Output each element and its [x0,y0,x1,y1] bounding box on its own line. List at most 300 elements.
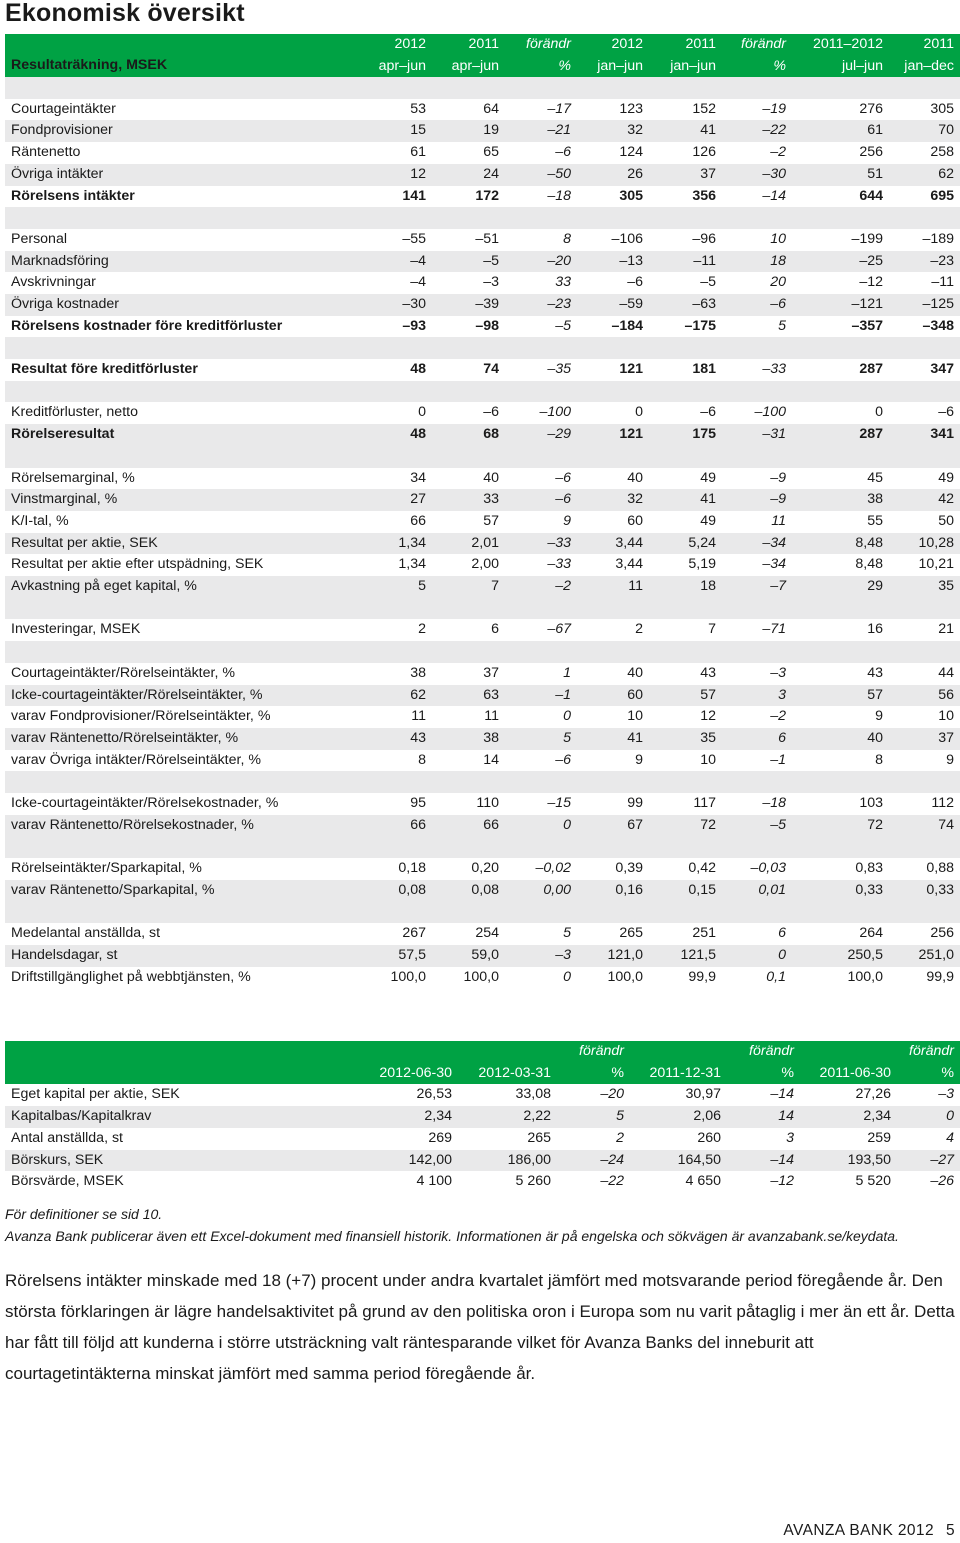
table-row [5,880,960,902]
table-cell: 0 [505,967,577,989]
table-row [5,793,960,815]
column-header: 2011-12-31 [630,1063,727,1085]
table-cell: 269 [359,1128,458,1150]
table-cell: –71 [722,619,792,641]
table-cell: –100 [722,402,792,424]
table-cell: –6 [649,402,722,424]
table-row [5,1128,960,1150]
row-label: Courtageintäkter/Rörelseintäkter, % [5,663,359,685]
table-row [5,1171,960,1193]
column-header: förändr [727,1041,800,1063]
table-cell: 99,9 [649,967,722,989]
page-number: 5 [945,1522,955,1539]
table-cell: –23 [505,294,577,316]
table-row [5,728,960,750]
table-cell: 38 [792,489,889,511]
table-cell: 0,16 [577,880,649,902]
table-row [5,186,960,208]
table-cell: –21 [505,120,577,142]
table-cell: –55 [359,229,432,251]
table-cell: –31 [722,424,792,446]
column-header: jan–jun [649,56,722,78]
table-cell: –106 [577,229,649,251]
table-cell: –5 [505,316,577,338]
row-label: varav Fondprovisioner/Rörelseintäkter, % [5,706,359,728]
table-cell: –0,02 [505,858,577,880]
table-cell: 256 [792,142,889,164]
table-cell: 259 [800,1128,897,1150]
table-cell: 49 [649,511,722,533]
table-cell: 1,34 [359,533,432,555]
table-cell: 18 [649,576,722,598]
row-label: Eget kapital per aktie, SEK [5,1084,359,1106]
table-cell: –199 [792,229,889,251]
table-cell: 100,0 [359,967,432,989]
table-cell: 10 [722,229,792,251]
table-cell: 27 [359,489,432,511]
header-empty-cell [5,1063,359,1085]
table-cell: 9 [577,750,649,772]
table-cell: 59,0 [432,945,505,967]
table-cell: 6 [722,728,792,750]
column-header: förändr [505,34,577,56]
table-cell: 14 [727,1106,800,1128]
table-cell: –6 [889,402,960,424]
table-cell: 49 [889,468,960,490]
table-cell: 341 [889,424,960,446]
table-caption: Resultaträkning, MSEK [5,34,359,77]
table-cell: –1 [722,750,792,772]
table-cell: 305 [889,99,960,121]
table-cell: –17 [505,99,577,121]
table-cell: 68 [432,424,505,446]
table-cell: 287 [792,359,889,381]
column-header: jan–jun [577,56,649,78]
table-cell: 32 [577,489,649,511]
table-cell: 0,83 [792,858,889,880]
table-cell: 0,01 [722,880,792,902]
table-cell: 57 [792,685,889,707]
column-header [458,1041,557,1063]
table-cell: 2,06 [630,1106,727,1128]
table-cell: 18 [722,251,792,273]
table-cell: 0 [722,945,792,967]
table-cell: 8 [359,750,432,772]
table-cell: –23 [889,251,960,273]
table-cell: 35 [649,728,722,750]
table-cell: 37 [889,728,960,750]
table-cell: 186,00 [458,1150,557,1172]
table-cell: –121 [792,294,889,316]
row-label: Rörelsemarginal, % [5,468,359,490]
table-cell: 2,34 [359,1106,458,1128]
table-row [5,923,960,945]
excel-note: Avanza Bank publicerar även ett Excel-dokument med finansiell historik. Informationen är på engelska och sökvägen är avanzabank.se/keydata. [5,1228,899,1244]
table-row [5,402,960,424]
table-cell: –6 [505,489,577,511]
table-cell: 6 [722,923,792,945]
table-cell: 0,20 [432,858,505,880]
column-header: 2011–2012 [792,34,889,56]
table-cell: –14 [727,1150,800,1172]
table-cell: 3,44 [577,554,649,576]
table-cell: 695 [889,186,960,208]
table-row [5,1150,960,1172]
table-cell: –1 [505,685,577,707]
table-cell: 26,53 [359,1084,458,1106]
table-cell: –19 [722,99,792,121]
table-cell: 27,26 [800,1084,897,1106]
table-cell: 256 [889,923,960,945]
spacer-row [5,902,960,924]
table-cell: 10 [649,750,722,772]
table-cell: –4 [359,272,432,294]
column-header [630,1041,727,1063]
spacer-row [5,771,960,793]
table-cell: 4 [897,1128,960,1150]
table-cell: 74 [432,359,505,381]
table-cell: 41 [577,728,649,750]
table-row [5,945,960,967]
table-cell: 172 [432,186,505,208]
table-cell: –175 [649,316,722,338]
table-cell: –9 [722,468,792,490]
table-cell: 258 [889,142,960,164]
column-header: % [897,1063,960,1085]
table-cell: –50 [505,164,577,186]
column-header: jul–jun [792,56,889,78]
table-cell: 41 [649,120,722,142]
table-cell: –33 [505,554,577,576]
table-cell: 0 [577,402,649,424]
table-cell: 33 [432,489,505,511]
table-cell: 67 [577,815,649,837]
table-cell: 32 [577,120,649,142]
table-row [5,706,960,728]
table-cell: 43 [649,663,722,685]
table-row [5,424,960,446]
table-cell: 0,00 [505,880,577,902]
row-label: Personal [5,229,359,251]
table-row [5,685,960,707]
table-cell: 250,5 [792,945,889,967]
table-cell: 152 [649,99,722,121]
table-cell: –6 [505,750,577,772]
table-cell: –30 [722,164,792,186]
row-label: varav Räntenetto/Sparkapital, % [5,880,359,902]
table-cell: –39 [432,294,505,316]
table-cell: 0,39 [577,858,649,880]
table-cell: –9 [722,489,792,511]
column-header: 2011 [432,34,505,56]
table-cell: –96 [649,229,722,251]
table-cell: –3 [897,1084,960,1106]
table-cell: 1,34 [359,554,432,576]
table-cell: 45 [792,468,889,490]
table-cell: 8,48 [792,533,889,555]
table-cell: 287 [792,424,889,446]
table-cell: –22 [557,1171,630,1193]
row-label: Icke-courtageintäkter/Rörelsekostnader, % [5,793,359,815]
table-cell: –12 [727,1171,800,1193]
table-cell: 33,08 [458,1084,557,1106]
table-cell: 0,88 [889,858,960,880]
table-cell: –35 [505,359,577,381]
spacer-cell [5,77,960,99]
table-cell: –29 [505,424,577,446]
table-row [5,533,960,555]
table-cell: 2 [577,619,649,641]
table-cell: –27 [897,1150,960,1172]
table-cell: 305 [577,186,649,208]
table-row [5,120,960,142]
row-label: varav Räntenetto/Rörelsekostnader, % [5,815,359,837]
spacer-row [5,207,960,229]
header-empty-cell [5,1041,359,1063]
column-header: % [727,1063,800,1085]
table-row [5,858,960,880]
table-cell: 124 [577,142,649,164]
row-label: Icke-courtageintäkter/Rörelseintäkter, % [5,685,359,707]
row-label: Courtageintäkter [5,99,359,121]
table-cell: –13 [577,251,649,273]
table-cell: –20 [505,251,577,273]
table-cell: 264 [792,923,889,945]
table-cell: –357 [792,316,889,338]
table-cell: –24 [557,1150,630,1172]
table-cell: 0,08 [359,880,432,902]
table-cell: –51 [432,229,505,251]
table-cell: 126 [649,142,722,164]
row-label: Rörelseintäkter/Sparkapital, % [5,858,359,880]
spacer-row [5,337,960,359]
table-cell: 41 [649,489,722,511]
table-cell: 48 [359,424,432,446]
table-cell: 4 100 [359,1171,458,1193]
table-cell: 30,97 [630,1084,727,1106]
table-cell: –6 [722,294,792,316]
spacer-cell [5,207,960,229]
table-cell: 51 [792,164,889,186]
row-label: Börskurs, SEK [5,1150,359,1172]
table-cell: –189 [889,229,960,251]
table-cell: 181 [649,359,722,381]
table-cell: 5 [505,923,577,945]
table-cell: 2,01 [432,533,505,555]
table-cell: –125 [889,294,960,316]
table-cell: 6 [432,619,505,641]
table-cell: 37 [649,164,722,186]
table-cell: –2 [722,706,792,728]
table-cell: –11 [889,272,960,294]
table-cell: 62 [359,685,432,707]
column-header: apr–jun [432,56,505,78]
table-cell: –348 [889,316,960,338]
table-cell: 5 [505,728,577,750]
table-cell: 175 [649,424,722,446]
table-cell: –34 [722,554,792,576]
table-cell: 11 [359,706,432,728]
table-cell: 11 [432,706,505,728]
spacer-cell [5,381,960,403]
spacer-cell [5,641,960,663]
table-cell: 100,0 [792,967,889,989]
table-row [5,815,960,837]
table-cell: 11 [577,576,649,598]
table-cell: 5,19 [649,554,722,576]
table-cell: –18 [505,186,577,208]
table-cell: 53 [359,99,432,121]
table-cell: 95 [359,793,432,815]
table-cell: 29 [792,576,889,598]
spacer-cell [5,902,960,924]
row-label: Rörelsens intäkter [5,186,359,208]
table-cell: 43 [792,663,889,685]
table-cell: 4 650 [630,1171,727,1193]
balance-table [5,1041,960,1193]
header-row-years [5,34,960,56]
table-cell: –6 [577,272,649,294]
spacer-row [5,446,960,468]
table-cell: 26 [577,164,649,186]
row-label: Övriga intäkter [5,164,359,186]
table-cell: 61 [792,120,889,142]
column-header: jan–dec [889,56,960,78]
table-cell: –98 [432,316,505,338]
table-cell: 0,15 [649,880,722,902]
table-cell: –6 [505,142,577,164]
income-statement-table [5,34,960,988]
table-cell: –4 [359,251,432,273]
table-cell: –11 [649,251,722,273]
table-cell: 19 [432,120,505,142]
table-cell: 260 [630,1128,727,1150]
table-cell: 0,18 [359,858,432,880]
table-cell: 24 [432,164,505,186]
table-cell: 44 [889,663,960,685]
table-cell: –22 [722,120,792,142]
row-label: varav Räntenetto/Rörelseintäkter, % [5,728,359,750]
row-label: Avkastning på eget kapital, % [5,576,359,598]
table-cell: 121 [577,359,649,381]
table-cell: –5 [432,251,505,273]
table-cell: –2 [505,576,577,598]
table-cell: 265 [577,923,649,945]
table-cell: 60 [577,685,649,707]
table-cell: 2,22 [458,1106,557,1128]
table-cell: 2,34 [800,1106,897,1128]
table-cell: 38 [432,728,505,750]
table-row [5,229,960,251]
table-cell: 142,00 [359,1150,458,1172]
row-label: Handelsdagar, st [5,945,359,967]
spacer-cell [5,771,960,793]
table-cell: 15 [359,120,432,142]
row-label: K/I-tal, % [5,511,359,533]
commentary-paragraph: Rörelsens intäkter minskade med 18 (+7) procent under andra kvartalet jämfört med motsvarande period föregående år. Den största förklaringen är lägre handelsaktivitet på grund av den politiska oron i Europa som nu varit påtaglig i mer än ett år. Detta har fått till följd att kunderna i större utsträckning valt räntesparande vilket för Avanza Banks del inneburit att courtagetintäkterna minskat jämfört med samma period föregående år. [5,1271,955,1383]
table-cell: 33 [505,272,577,294]
row-label: Driftstillgänglighet på webbtjänsten, % [5,967,359,989]
column-header: 2012-03-31 [458,1063,557,1085]
table-cell: 100,0 [577,967,649,989]
table-row [5,489,960,511]
row-label: Resultat per aktie efter utspädning, SEK [5,554,359,576]
spacer-row [5,598,960,620]
table-cell: 103 [792,793,889,815]
table-cell: 12 [359,164,432,186]
column-header [800,1041,897,1063]
table-cell: –67 [505,619,577,641]
table-cell: 11 [722,511,792,533]
row-label: Fondprovisioner [5,120,359,142]
table-cell: –2 [722,142,792,164]
table-cell: –26 [897,1171,960,1193]
table-cell: 0 [897,1106,960,1128]
spacer-row [5,641,960,663]
table-cell: 112 [889,793,960,815]
table-row [5,1084,960,1106]
spacer-cell [5,446,960,468]
table-cell: 57 [432,511,505,533]
table-cell: –30 [359,294,432,316]
spacer-cell [5,337,960,359]
table-cell: 347 [889,359,960,381]
table-cell: 55 [792,511,889,533]
row-label: Rörelsens kostnader före kreditförluster [5,316,359,338]
spacer-row [5,381,960,403]
table-row [5,554,960,576]
column-header: 2011 [649,34,722,56]
table-cell: 70 [889,120,960,142]
table-cell: 21 [889,619,960,641]
table-cell: 3,44 [577,533,649,555]
table-cell: 48 [359,359,432,381]
table-row [5,967,960,989]
table-cell: 10 [577,706,649,728]
table-cell: 0,33 [889,880,960,902]
table-cell: 0,1 [722,967,792,989]
table-cell: 8,48 [792,554,889,576]
table-cell: 12 [649,706,722,728]
table-cell: –93 [359,316,432,338]
row-label: Vinstmarginal, % [5,489,359,511]
row-label: Medelantal anställda, st [5,923,359,945]
table-cell: 5 [557,1106,630,1128]
table-cell: 356 [649,186,722,208]
table-cell: –33 [505,533,577,555]
table-cell: 57 [649,685,722,707]
table-cell: –34 [722,533,792,555]
table-cell: 66 [432,815,505,837]
table-cell: 5 520 [800,1171,897,1193]
table-cell: 66 [359,511,432,533]
table-row [5,468,960,490]
page-title: Ekonomisk översikt [5,0,245,27]
row-label: Rörelseresultat [5,424,359,446]
table-row [5,1106,960,1128]
table-cell: 20 [722,272,792,294]
table-cell: 66 [359,815,432,837]
spacer-row [5,77,960,99]
table-cell: 99 [577,793,649,815]
table-cell: 265 [458,1128,557,1150]
table-cell: 72 [649,815,722,837]
column-header: 2011 [889,34,960,56]
table-cell: 9 [889,750,960,772]
table-cell: –6 [505,468,577,490]
table-row [5,750,960,772]
table-cell: –0,03 [722,858,792,880]
